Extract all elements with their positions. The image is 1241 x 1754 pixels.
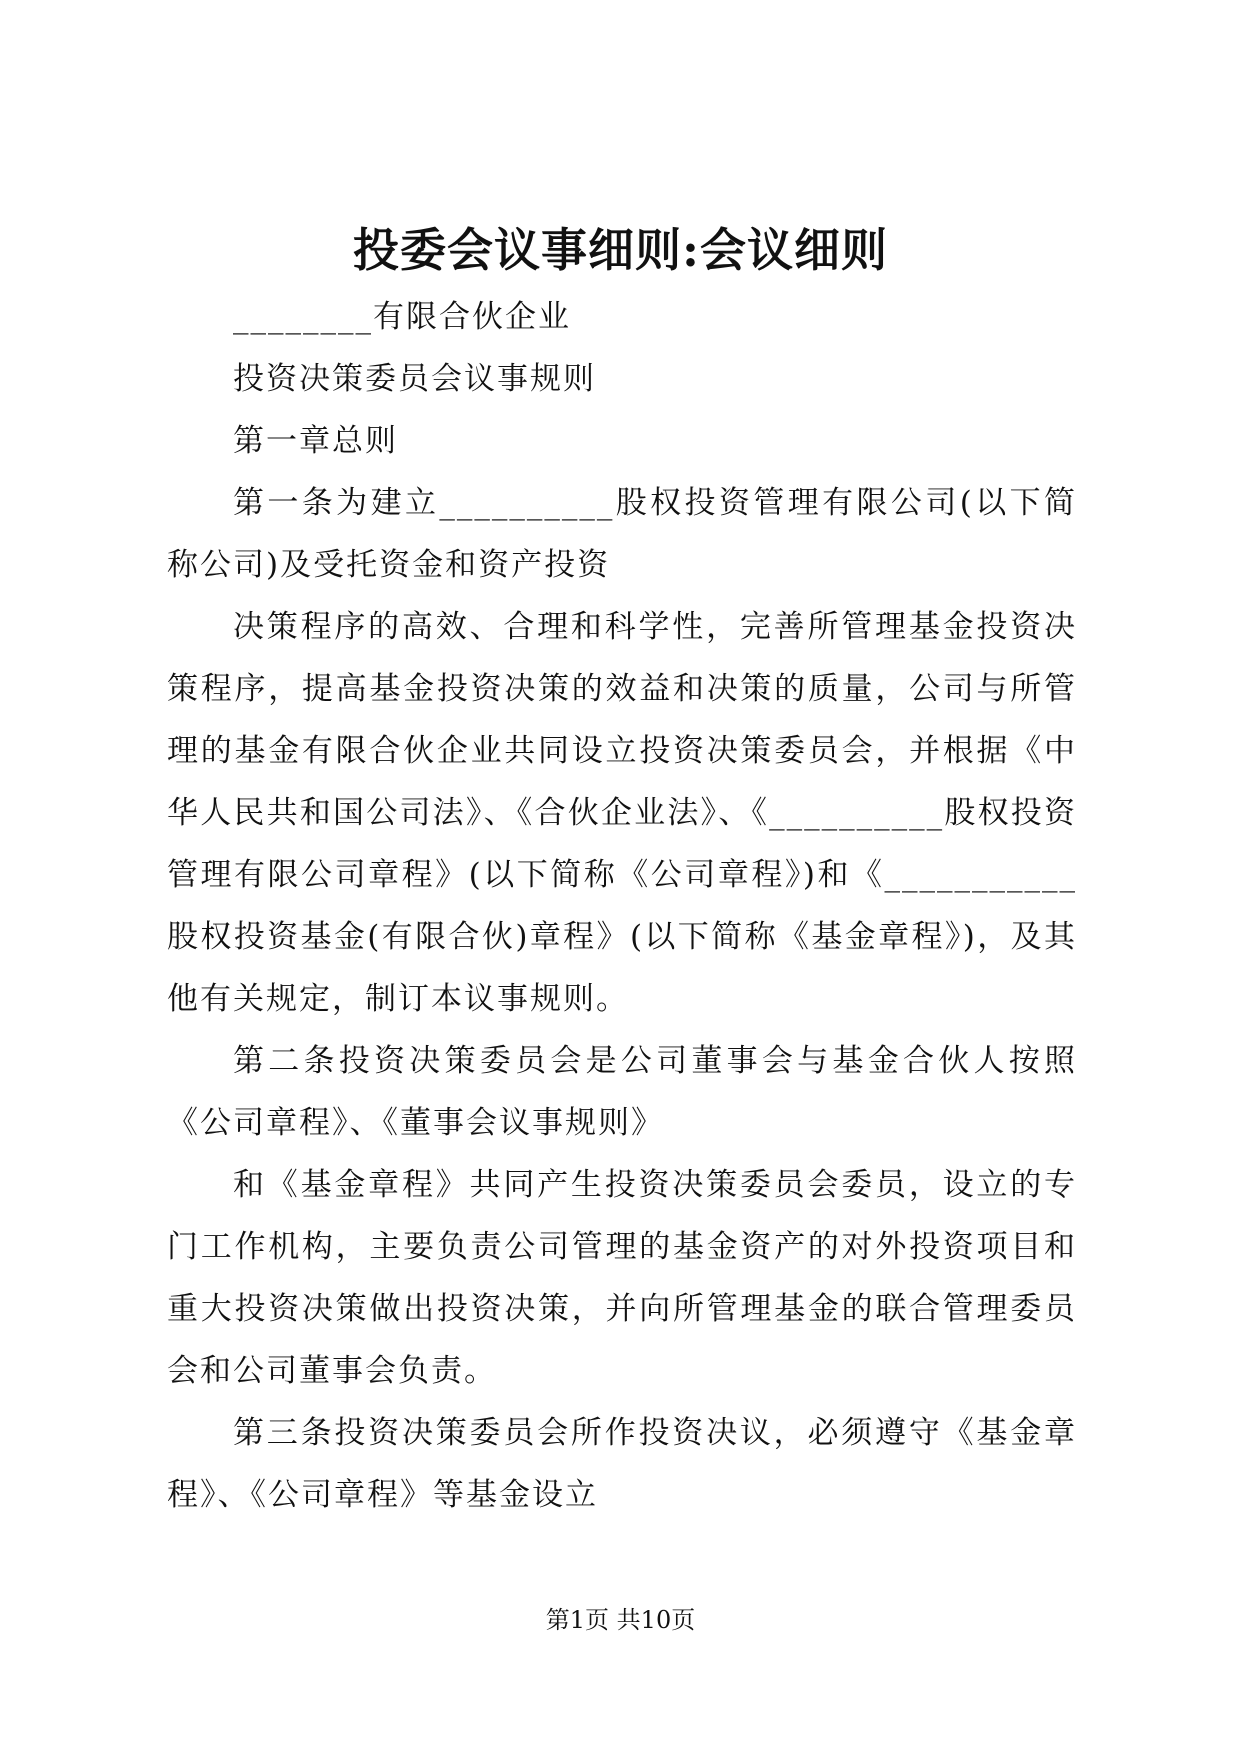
document-body <box>167 286 1077 1526</box>
document-title: 投委会议事细则:会议细则 <box>353 223 888 277</box>
paragraph-company-name: ________有限合伙企业 <box>233 299 571 335</box>
paragraph-rules-title: 投资决策委员会议事规则 <box>233 361 596 397</box>
paragraph-article-1-continued: 决策程序的高效、合理和科学性，完善所管理基金投资决策程序，提高基金投资决策的效益和决策的质量，公司与所管理的基金有限合伙企业共同设立投资决策委员会，并根据《中华人民共和国公司法》、《合伙企业法》、《__________股权投资管理有限公司章程》(以下简称《公司章程》)和《___________股权投资基金(有限合伙)章程》(以下简称《基金章程》)，及其他有关规定，制订本议事规则。 <box>167 609 1077 1017</box>
paragraph-article-2-continued: 和《基金章程》共同产生投资决策委员会委员，设立的专门工作机构，主要负责公司管理的基金资产的对外投资项目和重大投资决策做出投资决策，并向所管理基金的联合管理委员会和公司董事会负责。 <box>167 1167 1077 1389</box>
paragraph-article-3: 第三条投资决策委员会所作投资决议，必须遵守《基金章程》、《公司章程》等基金设立 <box>167 1415 1077 1513</box>
page-footer: 第1页 共10页 <box>545 1606 696 1634</box>
paragraph-chapter-heading: 第一章总则 <box>233 423 398 459</box>
paragraph-article-2: 第二条投资决策委员会是公司董事会与基金合伙人按照《公司章程》、《董事会议事规则》 <box>167 1043 1077 1141</box>
paragraph-article-1: 第一条为建立__________股权投资管理有限公司(以下简称公司)及受托资金和资产投资 <box>167 485 1077 583</box>
